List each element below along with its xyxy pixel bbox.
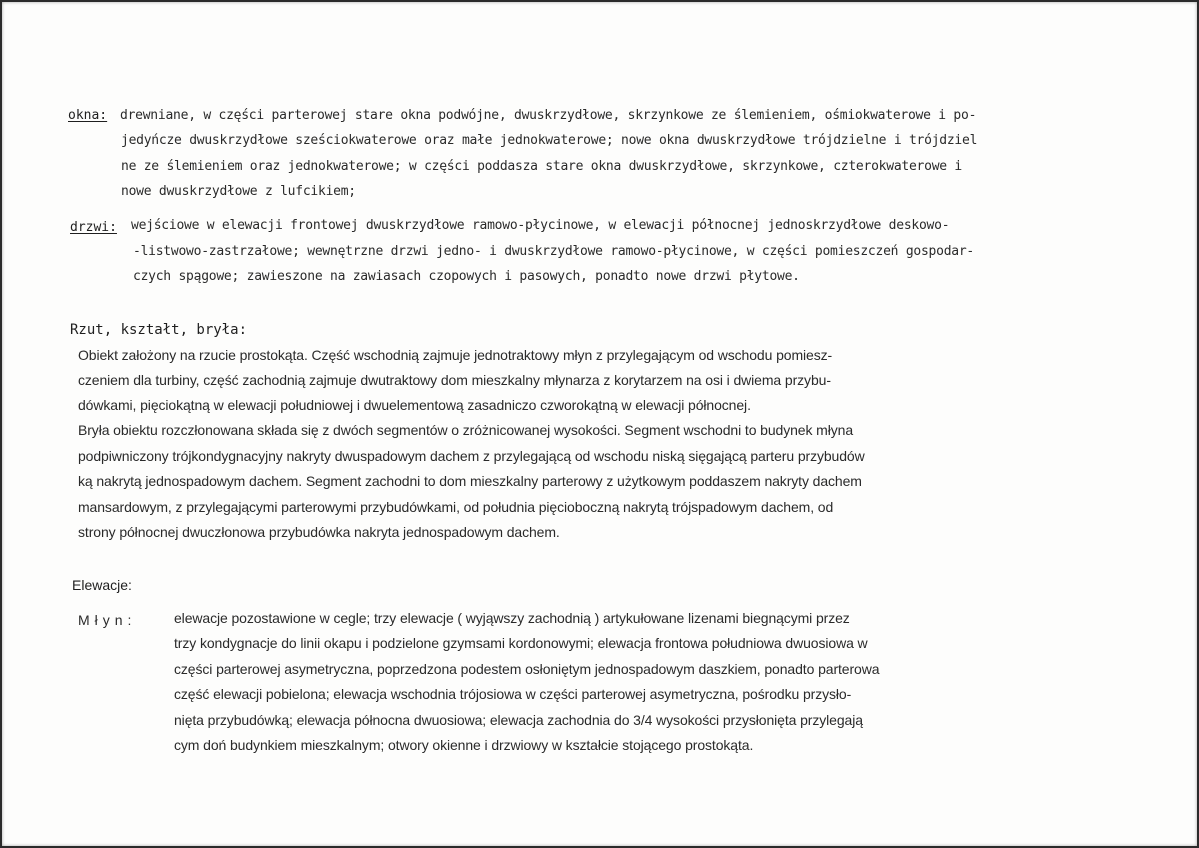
okna-line-4: nowe dwuskrzydłowe z lufcikiem; — [121, 184, 356, 199]
elewacje-line-6: cym doń budynkiem mieszkalnym; otwory okienne i drzwiowy w kształcie stojącego prostokąta. — [174, 737, 754, 753]
rzut-line-8: strony północnej dwuczłonowa przybudówka nakryta jednospadowym dachem. — [78, 524, 560, 540]
drzwi-label: drzwi: — [70, 220, 117, 235]
rzut-line-3: dówkami, pięciokątną w elewacji południowej i dwuelementową zasadniczo czworokątną w elewacji północnej. — [78, 397, 751, 413]
okna-line-2: jedyńcze dwuskrzydłowe sześciokwaterowe oraz małe jednokwaterowe; nowe okna dwuskrzydłowe trójdzielne i trójdziel — [121, 133, 978, 148]
elewacje-line-5: nięta przybudówką; elewacja północna dwuosiowa; elewacja zachodnia do 3/4 wysokości przysłonięta przylegają — [174, 712, 863, 728]
elewacje-line-4: część elewacji pobielona; elewacja wschodnia trójosiowa w części parterowej asymetryczna, pośrodku przysło- — [174, 686, 852, 702]
elewacje-heading: Elewacje: — [72, 577, 132, 593]
okna-label: okna: — [68, 108, 108, 123]
elewacje-line-1: elewacje pozostawione w cegle; trzy elewacje ( wyjąwszy zachodnią ) artykułowane lizenami biegnącymi przez — [174, 610, 850, 626]
elewacje-line-3: części parterowej asymetryczna, poprzedzona podestem osłoniętym jednospadowym daszkiem, ponadto parterowa — [174, 661, 880, 677]
okna-line-3: ne ze ślemieniem oraz jednokwaterowe; w części poddasza stare okna dwuskrzydłowe, skrzynkowe, czterokwaterowe i — [121, 159, 963, 174]
rzut-line-7: mansardowym, z przylegającymi parterowymi przybudówkami, od południa pięcioboczną nakrytą trójspadowym dachem, od — [78, 499, 834, 515]
drzwi-line-2: -listwowo-zastrzałowe; wewnętrzne drzwi jedno- i dwuskrzydłowe ramowo-płycinowe, w części pomieszczeń gospodar- — [133, 244, 975, 259]
rzut-line-4: Bryła obiektu rozczłonowana składa się z dwóch segmentów o zróżnicowanej wysokości. Segment wschodni to budynek młyna — [78, 422, 854, 438]
rzut-line-1: Obiekt założony na rzucie prostokąta. Część wschodnią zajmuje jednotraktowy młyn z przylegającym od wschodu pomiesz- — [78, 347, 833, 363]
elewacje-line-2: trzy kondygnacje do linii okapu i podzielone gzymsami kordonowymi; elewacja frontowa południowa dwuosiowa w — [174, 635, 868, 651]
mlyn-label: Młyn: — [78, 612, 137, 628]
rzut-heading: Rzut, kształt, bryła: — [70, 322, 248, 338]
okna-line-1: drewniane, w części parterowej stare okna podwójne, dwuskrzydłowe, skrzynkowe ze ślemieniem, ośmiokwaterowe i po- — [120, 108, 977, 123]
rzut-line-2: czeniem dla turbiny, część zachodnią zajmuje dwutraktowy dom mieszkalny młynarza z korytarzem na osi i dwiema przybu- — [78, 372, 831, 388]
drzwi-line-3: czych spągowe; zawieszone na zawiasach czopowych i pasowych, ponadto nowe drzwi płytowe. — [133, 269, 800, 284]
rzut-line-5: podpiwniczony trójkondygnacyjny nakryty dwuspadowym dachem z przylegającą od wschodu niską sięgającą parteru przybudów — [78, 448, 865, 464]
drzwi-line-1: wejściowe w elewacji frontowej dwuskrzydłowe ramowo-płycinowe, w elewacji północnej jednoskrzydłowe deskowo- — [131, 218, 950, 233]
rzut-line-6: ką nakrytą jednospadowym dachem. Segment zachodni to dom mieszkalny parterowy z użytkowym poddaszem nakryty dachem — [78, 473, 862, 489]
